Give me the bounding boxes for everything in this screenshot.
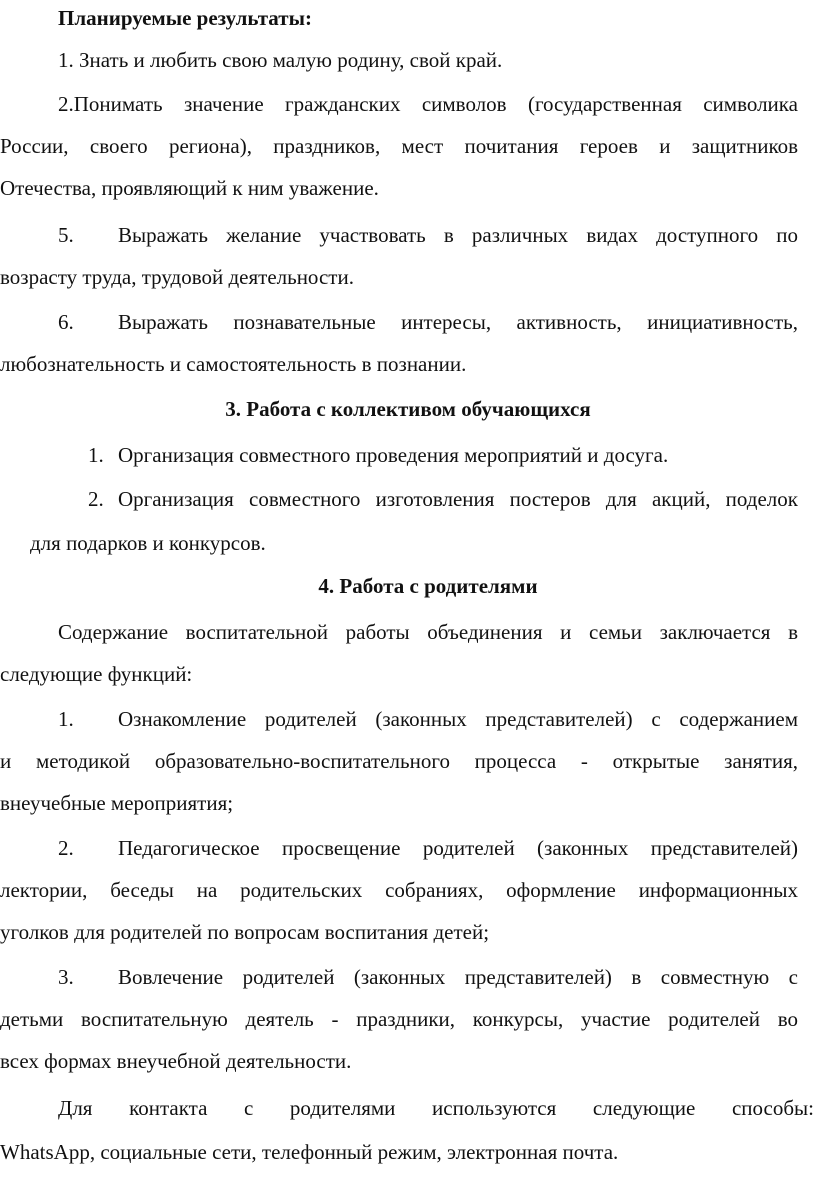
list-number: 5. <box>58 223 74 247</box>
section-4-contact-line-1: Для контакта с родителями используются следующие способы: <box>58 1096 814 1120</box>
list-number: 1. <box>88 443 104 467</box>
list-text: Вовлечение родителей (законных представителей) в совместную с <box>118 965 798 989</box>
list-number: 2. <box>88 487 104 511</box>
list-text: Организация совместного проведения мероприятий и досуга. <box>118 443 669 467</box>
list-text: Ознакомление родителей (законных представителей) с содержанием <box>118 707 798 731</box>
list-number: 2. <box>58 836 74 860</box>
planned-item-2-line-3: Отечества, проявляющий к ним уважение. <box>0 176 379 200</box>
section-4-item-2-line-2: лектории, беседы на родительских собраниях, оформление информационных <box>0 878 798 902</box>
planned-results-heading: Планируемые результаты: <box>58 6 312 30</box>
section-3-item-2-line-1 <box>0 484 816 514</box>
section-4-item-1-line-3: внеучебные мероприятия; <box>0 791 234 815</box>
list-number: 1. <box>58 707 74 731</box>
list-text: Выражать познавательные интересы, активность, инициативность, <box>118 310 798 334</box>
section-3-item-2-line-2: для подарков и конкурсов. <box>30 531 266 555</box>
section-4-item-2-line-1 <box>0 833 816 863</box>
section-4-item-3-line-2: детьми воспитательную деятель - праздники, конкурсы, участие родителей во <box>0 1007 798 1031</box>
section-3-item-1 <box>0 440 816 470</box>
section-4-item-2-line-3: уголков для родителей по вопросам воспитания детей; <box>0 920 490 944</box>
planned-item-6-line-2: любознательность и самостоятельность в познании. <box>0 352 467 376</box>
section-4-item-1-line-1 <box>0 704 816 734</box>
list-number: 3. <box>58 965 74 989</box>
section-3-heading: 3. Работа с коллективом обучающихся <box>225 397 591 421</box>
list-text: Педагогическое просвещение родителей (законных представителей) <box>118 836 798 860</box>
section-4-item-3-line-1 <box>0 962 816 992</box>
list-text: Выражать желание участвовать в различных видах доступного по <box>118 223 798 247</box>
section-4-intro-line-1: Содержание воспитательной работы объединения и семьи заключается в <box>58 620 798 644</box>
section-4-item-3-line-3: всех формах внеучебной деятельности. <box>0 1049 352 1073</box>
section-4-contact-line-2: WhatsApp, социальные сети, телефонный режим, электронная почта. <box>0 1140 619 1164</box>
section-4-intro-line-2: следующие функций: <box>0 662 193 686</box>
planned-item-2-line-1: 2.Понимать значение гражданских символов (государственная символика <box>58 92 798 116</box>
planned-item-5-line-1 <box>0 220 816 250</box>
planned-item-1: 1. Знать и любить свою малую родину, свой край. <box>58 48 503 72</box>
planned-item-2-line-2: России, своего региона), праздников, мест почитания героев и защитников <box>0 134 798 158</box>
section-4-item-1-line-2: и методикой образовательно-воспитательного процесса - открытые занятия, <box>0 749 798 773</box>
planned-item-5-line-2: возрасту труда, трудовой деятельности. <box>0 265 354 289</box>
section-4-heading: 4. Работа с родителями <box>318 574 538 598</box>
list-number: 6. <box>58 310 74 334</box>
planned-item-6-line-1 <box>0 307 816 337</box>
list-text: Организация совместного изготовления постеров для акций, поделок <box>118 487 798 511</box>
